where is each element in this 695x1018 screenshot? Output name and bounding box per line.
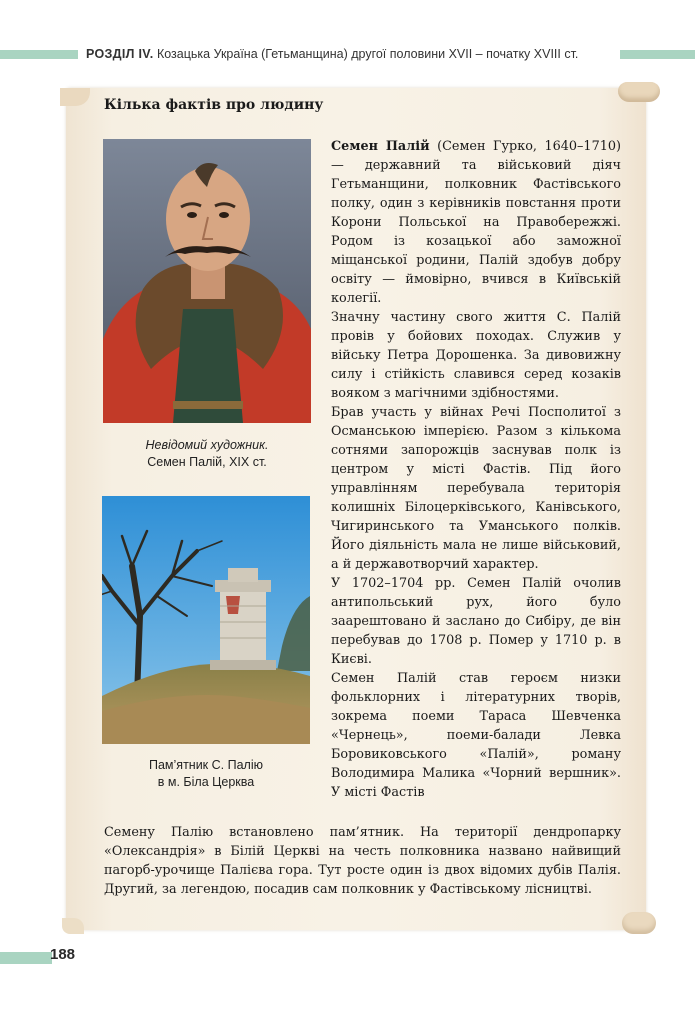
section-title: Козацька Україна (Гетьманщина) другої половини XVII – початку XVIII ст. [156, 47, 579, 61]
monument-caption-line2: в м. Біла Церква [157, 775, 255, 789]
paragraph-uprising: У 1702–1704 рр. Семен Палій очолив антипольський рух, його було заарештовано й заслано до Сибіру, де він перебував до 1708 р. Помер у 1710 р. в Києві. [331, 576, 621, 667]
portrait-image [103, 139, 311, 423]
paragraph-legacy-start: Семен Палій став героєм низки фольклорних і літературних творів, зокрема поеми Тараса Шевченка «Чернець», поеми-балади Левка Боровиковського «Палій», роману Володимира Малика «Чорний вершник». У місті Фастів [331, 671, 621, 800]
scroll-curl-bottom-right [622, 912, 656, 934]
monument-photo [102, 496, 310, 744]
paragraph-legacy-end: Семену Палію встановлено пам’ятник. На території дендропарку «Олександрія» в Білій Церкві на честь полковника названо найвищий пагорб-урочище Палієва гора. Тут росте один із двох відомих дубів Палія. Другий, за легендою, посадив сам полковник у Фастівському лісництві. [104, 825, 621, 897]
running-header [86, 47, 616, 61]
portrait-caption [103, 437, 311, 471]
footer-accent-bar [0, 952, 52, 964]
scroll-curl-bottom-left [62, 918, 84, 934]
paragraph-regiment: Брав участь у війнах Речі Посполитої з Османською імперією. Разом з кількома сотнями запорожців заснував полк із центром у місті Фастів. Під його управлінням перебувала територія колишніх Білоцерківського, Канівського, Чигиринського та Уманського полків. Його діяльність мала не лише військовий, а й державотворчий характер. [331, 405, 621, 572]
monument-caption [102, 757, 310, 791]
section-label: РОЗДІЛ IV. [86, 47, 154, 61]
header-accent-bar-right [620, 50, 695, 59]
scroll-curl-top-right [618, 82, 660, 102]
paragraph-intro [331, 137, 621, 308]
person-name: Семен Палій [331, 139, 430, 154]
biography-text-full-width [104, 823, 621, 899]
portrait-caption-author: Невідомий художник. [145, 438, 269, 452]
header-accent-bar-left [0, 50, 78, 59]
paragraph-campaigns: Значну частину свого життя С. Палій провів у бойових походах. Служив у війську Петра Дорошенка. За дивовижну силу і стійкість славився серед козаків вояком з магічними здібностями. [331, 310, 621, 401]
biography-text-column [331, 137, 621, 802]
monument-illustration [102, 496, 310, 744]
page-number: 188 [50, 946, 76, 963]
portrait-caption-title: Семен Палій, XIX ст. [147, 455, 267, 469]
monument-caption-line1: Пам’ятник С. Палію [149, 758, 263, 772]
box-title: Кілька фактів про людину [104, 97, 324, 113]
paragraph-intro-body: (Семен Гурко, 1640–1710) — державний та військовий діяч Гетьманщини, полковник Фастівського полку, один з керівників повстання проти Корони Польської на Правобережжі. Родом із козацької або заможної міщанської родини, Палій здобув добру освіту — ймовірно, вчився в Київській колегії. [331, 139, 621, 306]
portrait-illustration [103, 139, 311, 423]
